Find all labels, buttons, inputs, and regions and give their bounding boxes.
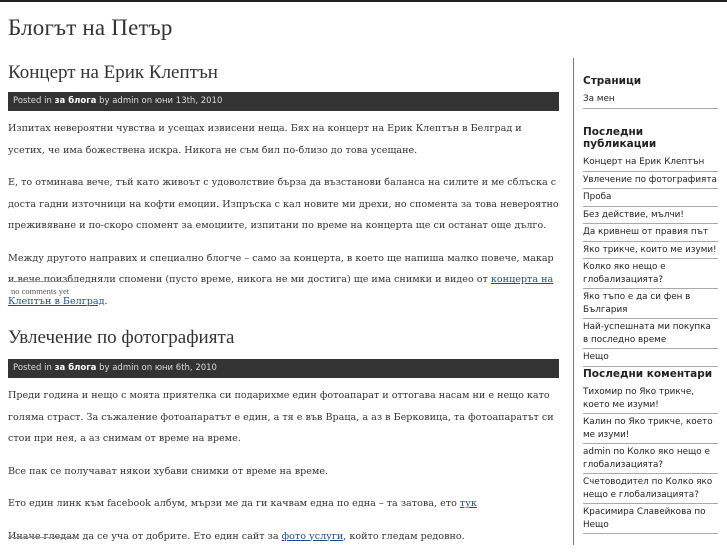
recent-comment-link[interactable]: Красимира Славейкова по Нещо: [583, 504, 718, 534]
paragraph-text: Ето един линк към facebook албум, мързи ме да ги качвам една по една – та затова, ето: [8, 498, 460, 509]
post-paragraph: Все пак се получават някои хубави снимки от време на време.: [8, 465, 329, 477]
category-link[interactable]: за блога: [54, 96, 97, 106]
widget-recent-comments: [583, 368, 718, 534]
recent-comment-link[interactable]: Счетоводител по Колко яко нещо е глобализацията?: [583, 474, 718, 504]
sidebar-page-link[interactable]: За мен: [583, 91, 718, 109]
recent-post-link[interactable]: Да кривнеш от правия път: [583, 224, 718, 242]
post-meta: [8, 92, 559, 111]
widget-title: Страници: [583, 75, 642, 87]
recent-posts-list: [583, 154, 718, 367]
recent-post-link[interactable]: Колко яко нещо е глобализацията?: [583, 259, 718, 289]
recent-comment-link[interactable]: Тихомир по Яко трикче, което ме изуми!: [583, 384, 718, 414]
widget-title: Последни коментари: [583, 368, 713, 380]
recent-comment-link[interactable]: admin по Колко яко нещо е глобализацията?: [583, 444, 718, 474]
recent-post-link[interactable]: Проба: [583, 189, 718, 207]
post-meta: [8, 359, 559, 378]
post-paragraph: [8, 493, 559, 515]
comments-link[interactable]: no comments yet: [8, 281, 77, 296]
post-body: [8, 385, 559, 558]
widget-recent-posts: [583, 126, 718, 367]
paragraph-text: Иначе гледам да се уча от добрите. Ето един сайт за: [8, 530, 282, 542]
top-border: [0, 0, 727, 2]
category-link[interactable]: за блога: [54, 363, 97, 373]
post-paragraph: Е, то отминава вече, тъй като живоът с удоволствие бърза да възстанови баланса на силите и ме сблъска с доста гадни източници на кофти емоции. Изпръска с кал новите ми дрехи, но спомента за това невероятно преживяване и по-скоро спомент за емоциите, изпитани по време на концерта ще си останат още дълго.: [8, 177, 559, 231]
recent-post-link[interactable]: Яко тъпо е да си фен в България: [583, 289, 718, 319]
posted-in-label: Posted in: [13, 363, 52, 373]
recent-post-link[interactable]: Нещо: [583, 349, 718, 367]
recent-post-link[interactable]: Най-успешната ми покупка в последно време: [583, 319, 718, 349]
site-title[interactable]: Блогът на Петър: [8, 15, 173, 40]
facebook-album-link[interactable]: тук: [459, 498, 477, 509]
recent-post-link[interactable]: Концерт на Ерик Клептън: [583, 154, 718, 172]
recent-comment-link[interactable]: Калин по Яко трикче, което ме изуми!: [583, 414, 718, 444]
post-byline: by admin on юни 6th, 2010: [99, 363, 217, 373]
paragraph-text: , който гледам редовно.: [343, 530, 465, 542]
post-paragraph: Преди година и нещо с моята приятелка си подарихме един фотоапарат и оттогава насам ни е нещо като голяма страст. За съжаление фотоапаратът е един, а тя е във Враца, а аз в Берковица, та фотоапаратът си стои при нея, а аз снимам от време на време.: [8, 390, 554, 444]
recent-post-link[interactable]: Без действие, мълчи!: [583, 207, 718, 225]
post-paragraph: [8, 248, 559, 313]
post-title[interactable]: Увлечение по фотографията: [8, 327, 235, 348]
posted-in-label: Posted in: [13, 96, 52, 106]
post-byline: by admin on юни 13th, 2010: [99, 96, 223, 106]
paragraph-text: .: [104, 295, 108, 307]
widget-pages: [583, 75, 718, 109]
post-title[interactable]: Концерт на Ерик Клептън: [8, 62, 218, 83]
post-paragraph: Изпитах невероятни чувства и усещах извисени неща. Бях на концерт на Ерик Клептън в Белград и усетих, че има божествена искра. Никога не съм бил по-близо до това усещане.: [8, 123, 522, 156]
recent-post-link[interactable]: Увлечение по фотографията: [583, 172, 718, 190]
recent-comments-list: [583, 384, 718, 534]
post-paragraph: [8, 526, 559, 548]
recent-post-link[interactable]: Яко трикче, които ме изуми!: [583, 242, 718, 260]
paragraph-text: Между другото направих и специално блогче – само за концерта, в което ще напиша малко повече, макар и вече поизбледняли спомени (пусто време, никога не ми достига) ще има снимки и видео от: [8, 252, 554, 285]
pages-list: [583, 91, 718, 109]
photo-services-link[interactable]: фото услуги: [281, 530, 344, 542]
comments-divider: [8, 537, 77, 542]
sidebar: [573, 58, 727, 545]
concert-blog-link[interactable]: концерта на Клептън в Белград: [8, 274, 554, 307]
post-body: [8, 118, 559, 323]
widget-title: Последни публикации: [583, 126, 657, 150]
